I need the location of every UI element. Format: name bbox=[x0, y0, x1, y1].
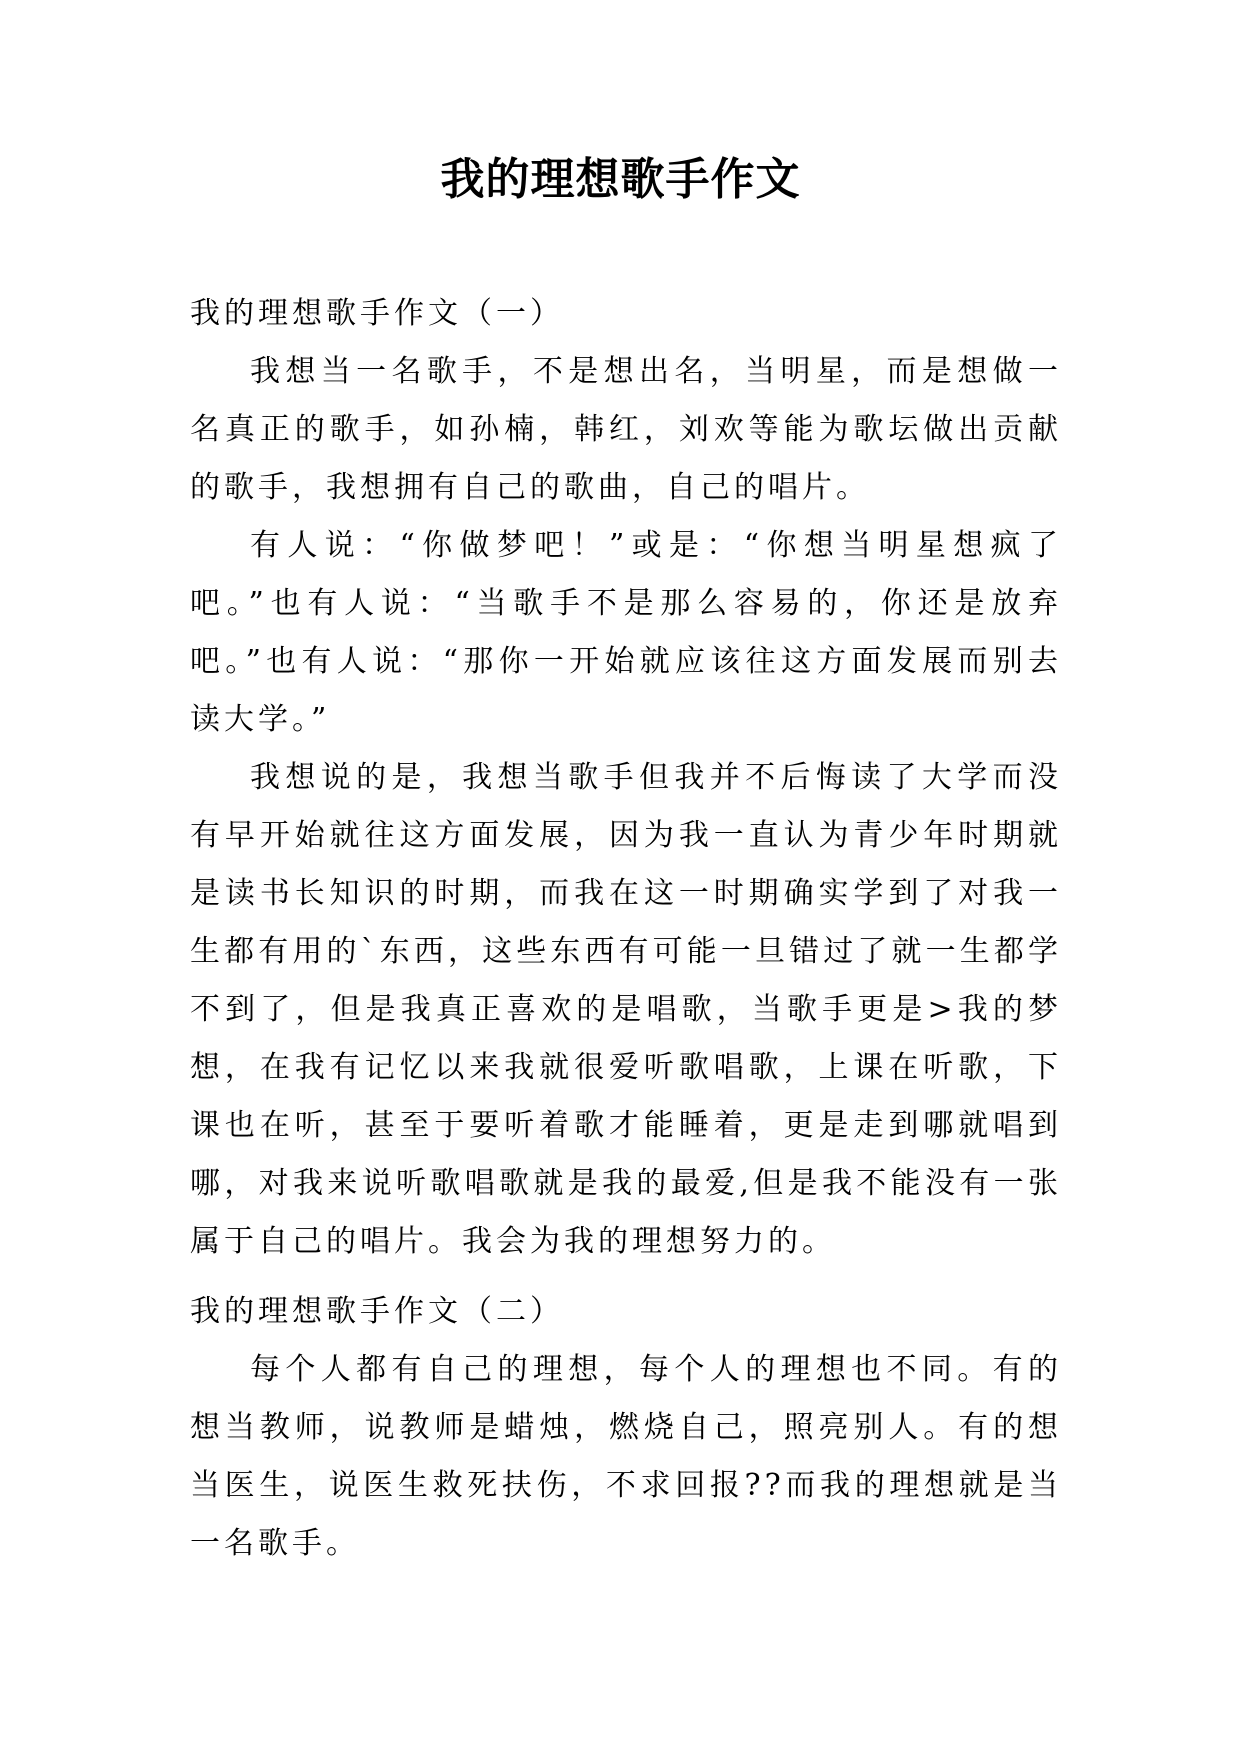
section-heading: 我的理想歌手作文（二） bbox=[190, 1294, 564, 1329]
paragraph: 每个人都有自己的理想，每个人的理想也不同。有的想当教师，说教师是蜡烛，燃烧自己，照亮别人。有的想当医生，说医生救死扶伤，不求回报??而我的理想就是当一名歌手。 bbox=[190, 1352, 1062, 1561]
paragraph: 有人说：“你做梦吧！”或是：“你想当明星想疯了吧。”也有人说：“当歌手不是那么容易的，你还是放弃吧。”也有人说：“那你一开始就应该往这方面发展而别去读大学。” bbox=[190, 528, 1062, 737]
paragraph: 我想说的是，我想当歌手但我并不后悔读了大学而没有早开始就往这方面发展，因为我一直认为青少年时期就是读书长知识的时期，而我在这一时期确实学到了对我一生都有用的`东西，这些东西有可能一旦错过了就一生都学不到了，但是我真正喜欢的是唱歌，当歌手更是>我的梦想，在我有记忆以来我就很爱听歌唱歌，上课在听歌，下课也在听，甚至于要听着歌才能睡着，更是走到哪就唱到哪，对我来说听歌唱歌就是我的最爱,但是我不能没有一张属于自己的唱片。我会为我的理想努力的。 bbox=[190, 760, 1062, 1259]
essay-section-one bbox=[190, 285, 1062, 1271]
document-title: 我的理想歌手作文 bbox=[440, 154, 801, 205]
section-heading: 我的理想歌手作文（一） bbox=[190, 296, 564, 331]
essay-section-two bbox=[190, 1283, 1062, 1573]
paragraph: 我想当一名歌手，不是想出名，当明星，而是想做一名真正的歌手，如孙楠，韩红，刘欢等能为歌坛做出贡献的歌手，我想拥有自己的歌曲，自己的唱片。 bbox=[190, 354, 1062, 505]
